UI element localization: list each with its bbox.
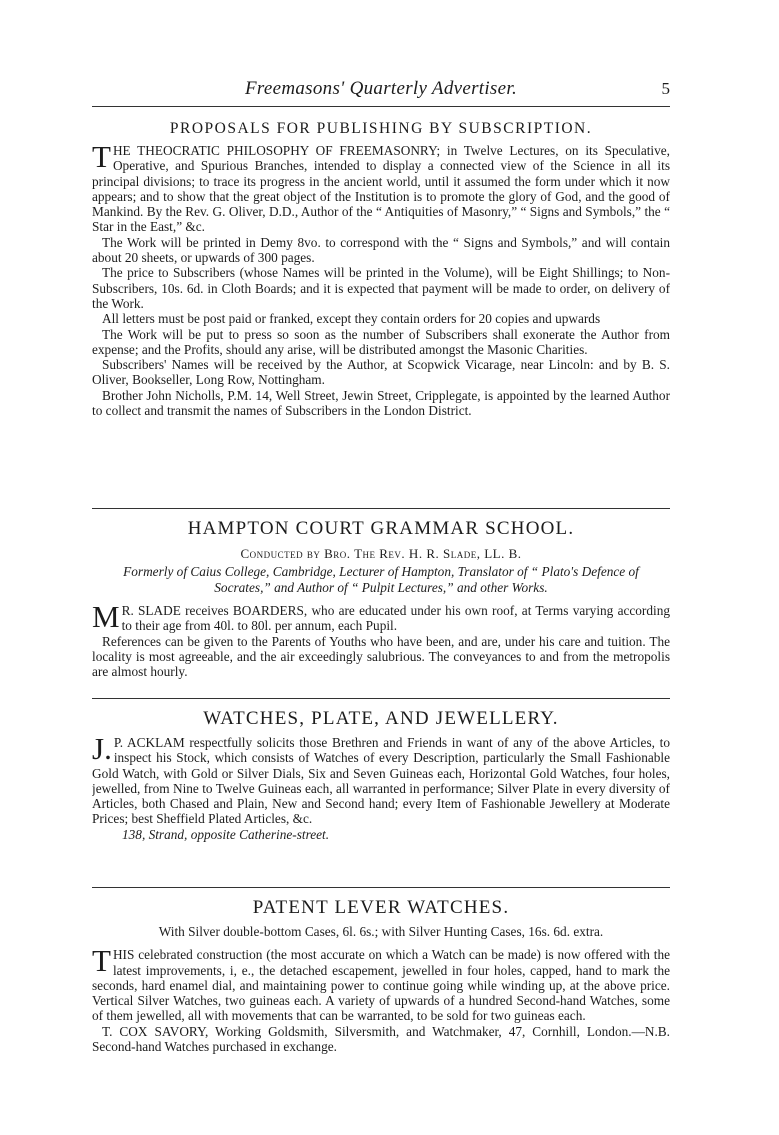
watches-heading: WATCHES, PLATE, AND JEWELLERY. <box>203 708 559 729</box>
running-head <box>92 76 670 102</box>
hampton-heading: HAMPTON COURT GRAMMAR SCHOOL. <box>187 518 575 539</box>
patent-advertisement <box>92 894 670 1054</box>
hampton-paragraph: References can be given to the Parents of Youths who have been, and are, under his care and tuition. The locality is most agreeable, and the air exceedingly salubrious. The conveyances to and from the metropolis are almost hourly. <box>92 633 670 680</box>
page <box>92 76 670 1054</box>
section-rule <box>92 887 670 888</box>
proposals-paragraph: All letters must be post paid or franked, except they contain orders for 20 copies and upwards <box>102 311 601 327</box>
watches-address: 138, Strand, opposite Catherine-street. <box>122 826 330 842</box>
section-rule <box>92 508 670 509</box>
proposals-paragraph: Subscribers' Names will be received by the Author, at Scopwick Vicarage, near Lincoln: and by B. S. Oliver, Bookseller, Long Row, Nottingham. <box>92 357 670 388</box>
proposals-paragraph: The Work will be printed in Demy 8vo. to correspond with the “ Signs and Symbols,” and will contain about 20 sheets, or upwards of 300 pages. <box>92 234 670 266</box>
proposals-paragraph: The price to Subscribers (whose Names will be printed in the Volume), will be Eight Shillings; to Non-Subscribers, 10s. 6d. in Cloth Boards; and it is expected that payment will be made to order, on delivery of the Work. <box>92 265 670 311</box>
running-title: Freemasons' Quarterly Advertiser. <box>244 78 517 99</box>
proposals-paragraph: THE THEOCRATIC PHILOSOPHY OF FREEMASONRY; in Twelve Lectures, on its Speculative, Operative, and Spurious Branches, intended to display a connected view of the Science in all its principal divisions; to trace its progress in the ancient world, until it assumed the form under which it now appears; and to show that the great object of the Institution is to promote the glory of God, and the good of Mankind. By the Rev. G. Oliver, D.D., Author of the “ Antiquities of Masonry,” “ Signs and Symbols,” the “ Star in the East,” &c. <box>92 139 670 235</box>
hampton-paragraph: MR. SLADE receives BOARDERS, who are educated under his own roof, at Terms varying according to their age from 40l. to 80l. per annum, each Pupil. <box>92 599 670 634</box>
proposals-heading: PROPOSALS FOR PUBLISHING BY SUBSCRIPTION. <box>169 120 593 137</box>
patent-paragraph: THIS celebrated construction (the most accurate on which a Watch can be made) is now offered with the latest improvements, i, e., the detached escapement, jewelled in four holes, capped, hand to mark the seconds, hard enamel dial, and maintaining power to continue going while winding up, at the above price. Vertical Silver Watches, two guineas each. A variety of upwards of a hundred Second-hand Watches, some of them jewelled, all with movements that can be warranted, to be sold for two guineas each. <box>92 943 670 1024</box>
hampton-credentials: Formerly of Caius College, Cambridge, Lecturer of Hampton, Translator of “ Plato's Defence of Socrates,” and Author of “ Pulpit Lectures,” and other Works. <box>123 564 639 595</box>
watches-advertisement <box>92 705 670 883</box>
proposals-paragraph: The Work will be put to press so soon as the number of Subscribers shall exonerate the Author from expense; and the Profits, should any arise, will be distributed amongst the Masonic Charities. <box>92 326 670 357</box>
patent-heading: PATENT LEVER WATCHES. <box>252 897 510 918</box>
header-rule <box>92 106 670 107</box>
section-rule <box>92 698 670 699</box>
page-number: 5 <box>661 79 670 98</box>
patent-price-line: With Silver double-bottom Cases, 6l. 6s.; with Silver Hunting Cases, 16s. 6d. extra. <box>158 924 604 939</box>
proposals-advertisement <box>92 113 670 504</box>
proposals-paragraph: Brother John Nicholls, P.M. 14, Well Street, Jewin Street, Cripplegate, is appointed by the learned Author to collect and transmit the names of Subscribers in the London District. <box>92 387 670 419</box>
patent-paragraph: T. COX SAVORY, Working Goldsmith, Silversmith, and Watchmaker, 47, Cornhill, London.—N.B. Second-hand Watches purchased in exchange. <box>92 1023 670 1055</box>
hampton-byline: Conducted by Bro. The Rev. H. R. Slade, LL. B. <box>240 546 522 561</box>
spacer <box>92 595 670 603</box>
watches-paragraph: J.P. ACKLAM respectfully solicits those Brethren and Friends in want of any of the above Articles, to inspect his Stock, which consists of Watches of every Description, particularly the Small Fashionable Gold Watch, with Gold or Silver Dials, Six and Seven Guineas each, Horizontal Gold Watches, four holes, jewelled, from Nine to Twelve Guineas each, all warranted in performance; Silver Plate in every diversity of Articles, both Chased and Plain, New and Second hand; every Item of Fashionable Jewellery at Moderate Prices; best Sheffield Plated Articles, &c. <box>92 731 670 827</box>
hampton-advertisement <box>92 515 670 694</box>
